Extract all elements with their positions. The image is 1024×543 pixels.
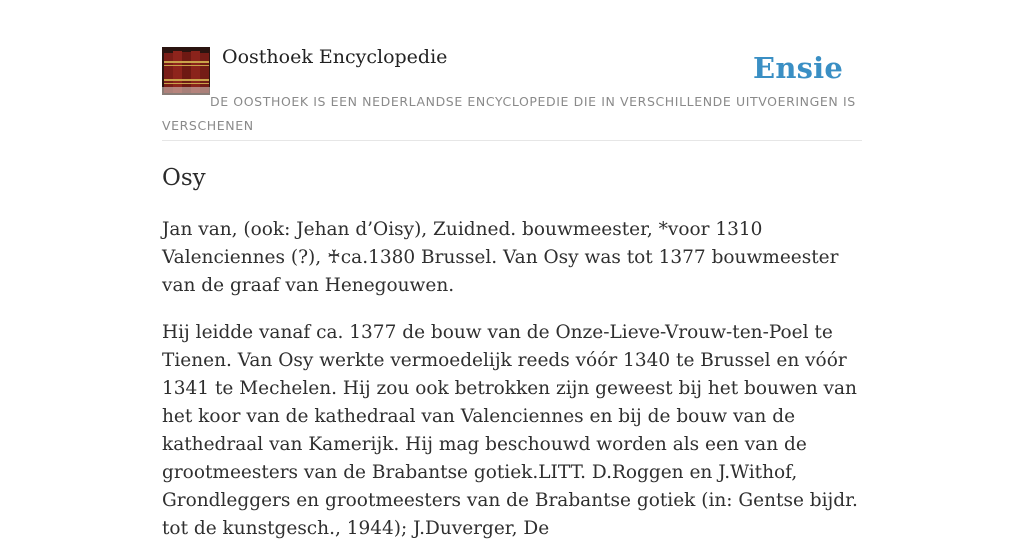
site-tagline: DE OOSTHOEK IS EEN NEDERLANDSE ENCYCLOPEDIE DIE IN VERSCHILLENDE UITVOERINGEN IS VERSCHENEN: [162, 94, 856, 133]
brand-logo[interactable]: Ensie: [753, 51, 843, 85]
article-paragraph: Hij leidde vanaf ca. 1377 de bouw van de Onze-Lieve-Vrouw-ten-Poel te Tienen. Van Osy werkte vermoedelijk reeds vóór 1340 te Brussel en vóór 1341 te Mechelen. Hij zou ook betrokken zijn geweest bij het bouwen van het koor van de kathedraal van Valenciennes en bij de bouw van de kathedraal van Kamerijk. Hij mag beschouwd worden als een van de grootmeesters van de Brabantse gotiek.LITT. D.Roggen en J.Withof, Grondleggers en grootmeesters van de Brabantse gotiek (in: Gentse bijdr. tot de kunstgesch., 1944); J.Duverger, De: [162, 322, 858, 539]
page: [162, 0, 862, 539]
site-header: [162, 0, 862, 141]
article-paragraph: Jan van, (ook: Jehan d’Oisy), Zuidned. bouwmeester, *voor 1310 Valenciennes (?), ♰ca.1380 Brussel. Van Osy was tot 1377 bouwmeester van de graaf van Henegouwen.: [162, 219, 839, 296]
article-title: Osy: [162, 165, 206, 191]
article: [162, 160, 862, 543]
site-title[interactable]: Oosthoek Encyclopedie: [222, 46, 448, 68]
encyclopedia-books-icon[interactable]: [162, 47, 210, 95]
